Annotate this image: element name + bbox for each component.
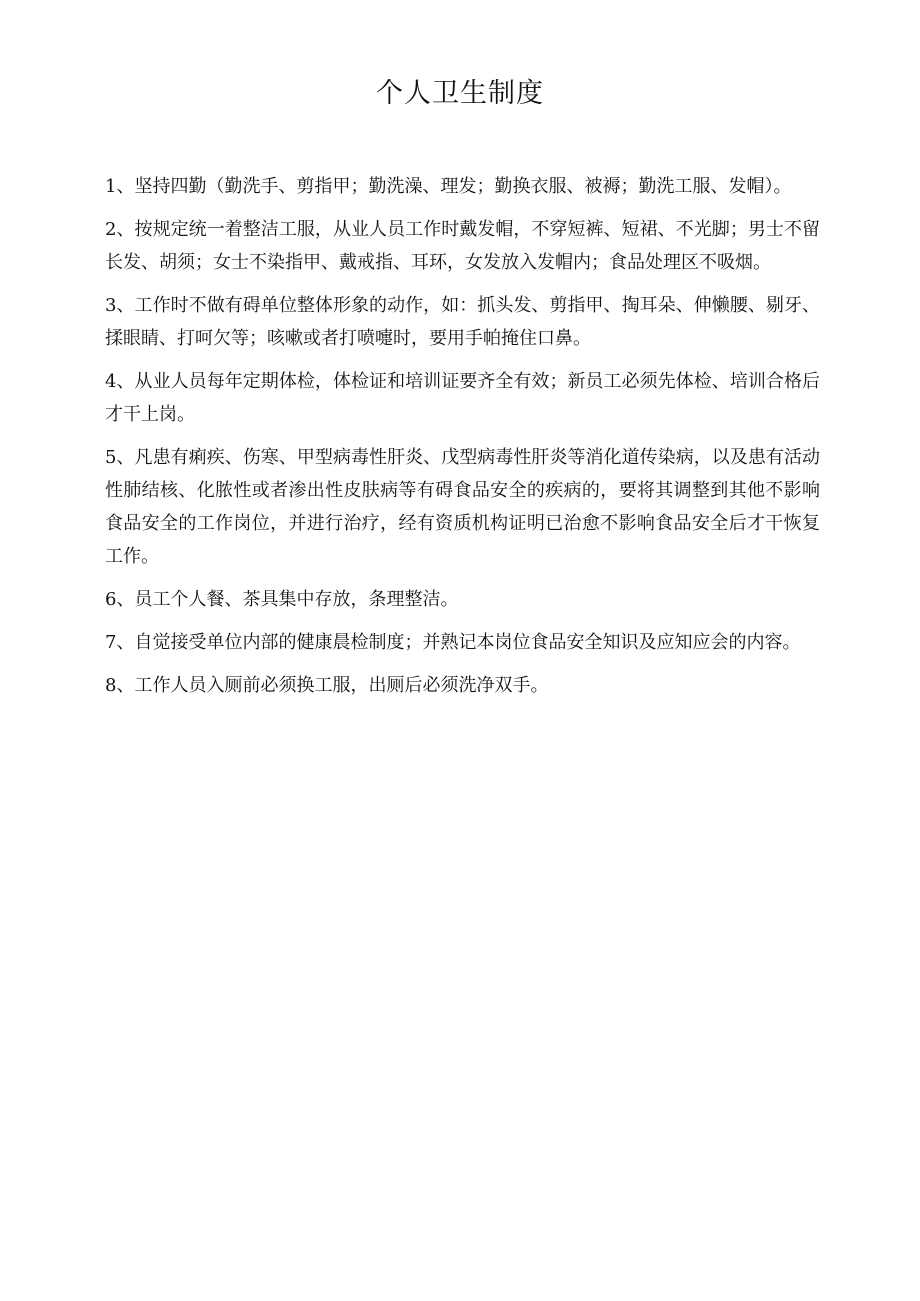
rule-paragraph-1: 1、坚持四勤（勤洗手、剪指甲；勤洗澡、理发；勤换衣服、被褥；勤洗工服、发帽）。 bbox=[105, 176, 792, 197]
rule-paragraph-5: 5、凡患有痢疾、伤寒、甲型病毒性肝炎、戊型病毒性肝炎等消化道传染病，以及患有活动性肺结核、化脓性或者渗出性皮肤病等有碍食品安全的疾病的，要将其调整到其他不影响食品安全的工作岗位，并进行治疗，经有资质机构证明已治愈不影响食品安全后才干恢复工作。 bbox=[105, 447, 820, 567]
rule-paragraph-3: 3、工作时不做有碍单位整体形象的动作，如：抓头发、剪指甲、掏耳朵、伸懒腰、剔牙、揉眼睛、打呵欠等；咳嗽或者打喷嚏时，要用手帕掩住口鼻。 bbox=[105, 295, 820, 349]
rule-paragraph-2: 2、按规定统一着整洁工服，从业人员工作时戴发帽，不穿短裤、短裙、不光脚；男士不留长发、胡须；女士不染指甲、戴戒指、耳环，女发放入发帽内；食品处理区不吸烟。 bbox=[105, 219, 820, 273]
document-title: 个人卫生制度 bbox=[376, 78, 544, 109]
rule-paragraph-6: 6、员工个人餐、茶具集中存放，条理整洁。 bbox=[105, 589, 459, 610]
document-body bbox=[105, 170, 820, 712]
rule-paragraph-8: 8、工作人员入厕前必须换工服，出厕后必须洗净双手。 bbox=[105, 675, 549, 696]
rule-paragraph-7: 7、自觉接受单位内部的健康晨检制度；并熟记本岗位食品安全知识及应知应会的内容。 bbox=[105, 632, 801, 653]
rule-paragraph-4: 4、从业人员每年定期体检，体检证和培训证要齐全有效；新员工必须先体检、培训合格后才干上岗。 bbox=[105, 371, 820, 425]
